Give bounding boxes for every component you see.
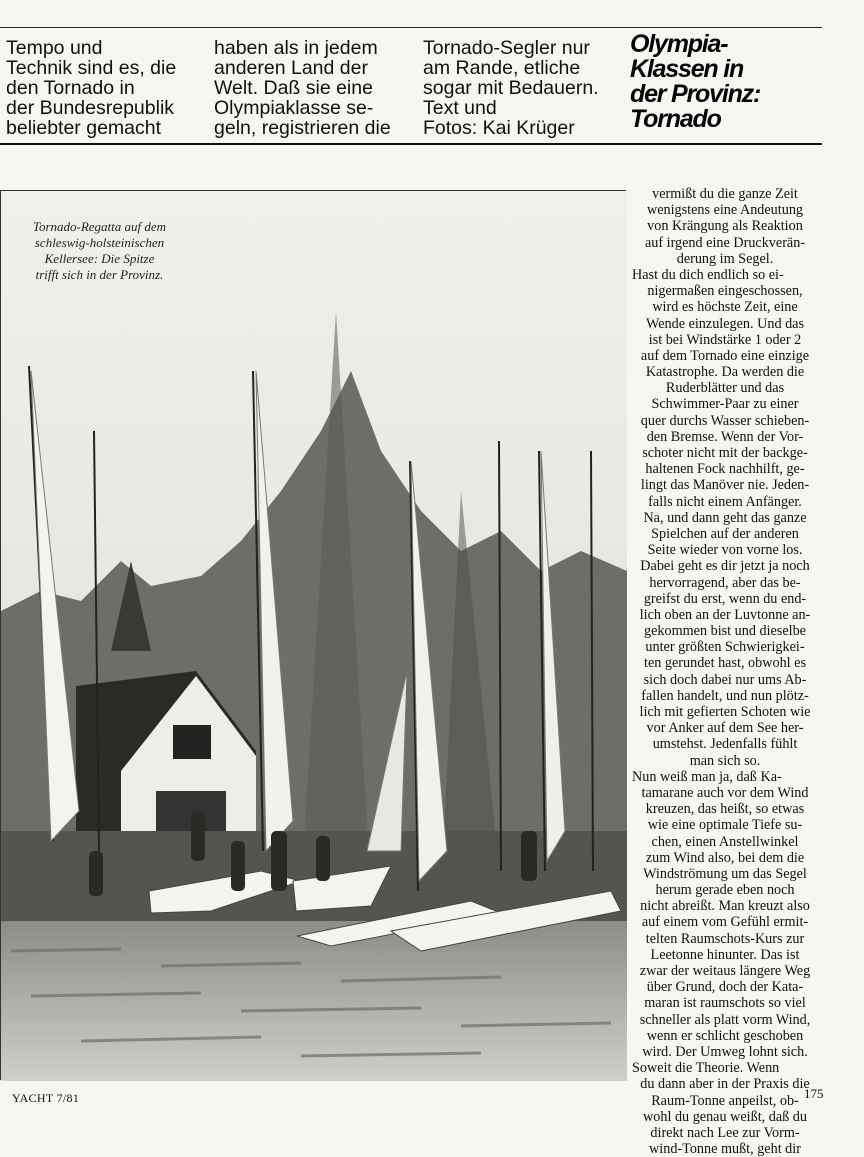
caption-line: Kellersee: Die Spitze	[44, 251, 155, 266]
body-line: greifst du erst, wenn du end-	[643, 590, 807, 607]
body-line: ist bei Windstärke 1 oder 2	[648, 331, 802, 348]
deck-line: Technik sind es, die	[6, 57, 177, 79]
body-line: Leetonne hinunter. Das ist	[650, 946, 800, 963]
body-line: lich mit gefierten Schoten wie	[639, 704, 811, 720]
body-line: ten gerundet hast, obwohl es	[644, 655, 806, 672]
body-line: auf dem Tornado eine einzige	[640, 347, 810, 364]
body-line: nigermaßen eingeschossen,	[647, 283, 803, 300]
body-line: derung im Segel.	[676, 250, 774, 267]
article-headline	[630, 32, 825, 132]
body-line: Ruderblätter und das	[665, 380, 785, 397]
body-line: wind-Tonne mußt, geht dir	[649, 1141, 801, 1157]
deck-line: der Bundesrepublik	[6, 97, 175, 119]
body-line: Wende einzulegen. Und das	[645, 315, 804, 332]
headline-line: Klassen in	[630, 55, 744, 83]
body-line: kreuzen, das heißt, so etwas	[645, 801, 805, 818]
body-line: wohl du genau weißt, daß du	[643, 1108, 807, 1125]
deck-line: beliebter gemacht	[6, 117, 162, 139]
header-rule-top	[0, 27, 822, 28]
body-line: zum Wind also, bei dem die	[645, 849, 805, 866]
caption-line: Tornado-Regatta auf dem	[32, 219, 167, 234]
article-body-column	[622, 186, 828, 1157]
photo-caption	[7, 219, 192, 283]
body-line: zwar der weitaus längere Weg	[639, 963, 811, 979]
body-line: falls nicht einem Anfänger.	[648, 493, 802, 510]
caption-line: trifft sich in der Provinz.	[35, 267, 164, 282]
body-line: von Krängung als Reaktion	[647, 218, 803, 235]
body-line: fallen handelt, und nun plötz-	[641, 687, 809, 704]
body-line: maran ist raumschots so viel	[644, 995, 806, 1012]
body-line: schoter nicht mit der backge-	[642, 445, 808, 461]
body-line: vor Anker auf dem See her-	[646, 720, 804, 737]
body-line: wenn er schlicht geschoben	[646, 1027, 804, 1044]
body-line: Raum-Tonne anpeilst, ob-	[651, 1092, 799, 1109]
deck-column-1	[6, 38, 176, 138]
body-line: tamarane auch vor dem Wind	[641, 784, 809, 801]
body-line: Schwimmer-Paar zu einer	[651, 396, 799, 413]
body-line: haltenen Fock nachhilft, ge-	[645, 461, 805, 478]
body-line: lingt das Manöver nie. Jeden-	[640, 477, 810, 494]
deck-line: Tornado-Segler nur	[423, 37, 590, 59]
body-line: auf irgend eine Druckverän-	[644, 234, 806, 251]
body-line: direkt nach Lee zur Vorm-	[650, 1124, 800, 1141]
body-line: wird. Der Umweg lohnt sich.	[642, 1043, 808, 1060]
body-line: quer durchs Wasser schieben-	[640, 412, 810, 429]
body-line: du dann aber in der Praxis die	[640, 1076, 810, 1093]
body-line: wie eine optimale Tiefe su-	[647, 817, 803, 834]
deck-line: Fotos: Kai Krüger	[423, 117, 575, 139]
body-line: Katastrophe. Da werden die	[645, 364, 805, 381]
deck-line: am Rande, etliche	[423, 57, 581, 79]
headline-line: Tornado	[630, 105, 721, 133]
body-line: den Bremse. Wenn der Vor-	[646, 428, 804, 445]
body-line: hervorragend, aber das be-	[649, 574, 801, 591]
body-line: nicht abreißt. Man kreuzt also	[640, 898, 810, 915]
body-line: vermißt du die ganze Zeit	[652, 186, 798, 202]
deck-line: sogar mit Bedauern.	[423, 77, 599, 99]
body-line: schneller als platt vorm Wind,	[639, 1011, 811, 1028]
body-line: gekommen bist und dieselbe	[644, 623, 806, 640]
body-line: Nun weiß man ja, daß Ka-	[632, 768, 782, 785]
footer-publication: YACHT 7/81	[12, 1091, 80, 1105]
footer-page-number: 175	[804, 1086, 824, 1101]
regatta-photo	[0, 190, 626, 1080]
body-line: telten Raumschots-Kurs zur	[645, 930, 805, 947]
deck-line: geln, registrieren die	[214, 117, 391, 139]
caption-line: schleswig-holsteinischen	[34, 235, 165, 250]
deck-line: Welt. Daß sie eine	[214, 77, 373, 99]
body-line: Soweit die Theorie. Wenn	[632, 1060, 780, 1077]
body-line: unter größten Schwierigkei-	[645, 639, 805, 656]
deck-column-2	[214, 38, 391, 138]
body-line: Hast du dich endlich so ei-	[632, 266, 784, 283]
headline-line: der Provinz:	[630, 80, 761, 108]
deck-line: anderen Land der	[214, 57, 368, 79]
body-line: chen, einen Anstellwinkel	[651, 833, 799, 850]
body-line: sich doch dabei nur ums Ab-	[643, 671, 807, 688]
deck-line: Text und	[423, 97, 497, 119]
deck-line: Tempo und	[6, 37, 103, 59]
body-line: Spielchen auf der anderen	[651, 525, 799, 542]
body-line: herum gerade eben noch	[655, 882, 795, 899]
deck-line: haben als in jedem	[214, 37, 378, 59]
body-line: über Grund, doch der Kata-	[646, 979, 804, 996]
body-line: Na, und dann geht das ganze	[643, 509, 807, 526]
deck-line: Olympiaklasse se-	[214, 97, 374, 119]
headline-line: Olympia-	[630, 30, 728, 58]
deck-column-3	[423, 38, 599, 138]
body-line: Windströmung um das Segel	[643, 865, 807, 882]
body-line: auf einem vom Gefühl ermit-	[641, 914, 809, 931]
body-line: umstehst. Jedenfalls fühlt	[652, 736, 798, 753]
body-line: Seite wieder von vorne los.	[647, 542, 803, 559]
body-line: lich oben an der Luvtonne an-	[639, 606, 811, 623]
body-line: man sich so.	[689, 752, 761, 769]
photo-illustration	[1, 191, 627, 1081]
body-line: Dabei geht es dir jetzt ja noch	[640, 558, 810, 575]
header-rule-bottom	[0, 143, 822, 145]
deck-line: den Tornado in	[6, 77, 135, 99]
body-line: wird es höchste Zeit, eine	[652, 299, 798, 316]
body-line: wenigstens eine Andeutung	[646, 202, 804, 219]
